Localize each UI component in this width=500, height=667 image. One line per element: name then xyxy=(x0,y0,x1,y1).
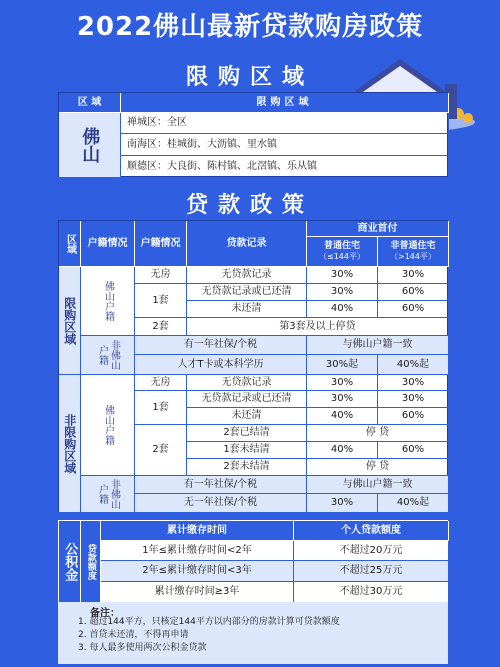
merged-value: 与佛山户籍一致 xyxy=(307,476,449,494)
ordinary-value: 30% xyxy=(307,284,378,301)
provident-fund-table xyxy=(58,520,448,602)
time-row: 1年≤累计缴存时间<2年 xyxy=(101,541,294,561)
nonordinary-value: 60% xyxy=(378,301,449,318)
zone-restricted: 限购区域 xyxy=(59,267,81,375)
note-item: 1. 超过144平方，只核定144平方以内部分的房款计算可贷款额度 xyxy=(78,617,340,627)
nonordinary-value: 30% xyxy=(378,267,449,284)
fund-sublabel: 贷款额度 xyxy=(81,521,101,603)
merged-value: 与佛山户籍一致 xyxy=(307,336,449,355)
header-houses: 户籍情况 xyxy=(135,221,187,267)
header-nonordinary-sub: （>144平） xyxy=(390,252,436,262)
ordinary-value: 40% xyxy=(307,442,378,459)
houses-none: 无房 xyxy=(135,267,187,284)
time-row: 累计缴存时间≥3年 xyxy=(101,582,294,603)
nonordinary-value: 30% xyxy=(378,391,449,408)
loan-record: 2套已结清 xyxy=(187,425,307,442)
city-name: 佛山 xyxy=(59,113,121,178)
loan-record: 未还清 xyxy=(187,408,307,425)
header-amount: 个人贷款额度 xyxy=(294,521,449,541)
nonordinary-value: 40%起 xyxy=(378,355,449,375)
notes-list xyxy=(78,616,438,655)
merged-value: 停 贷 xyxy=(307,459,449,476)
notes-title: 备注： xyxy=(90,608,120,619)
nonordinary-value: 30% xyxy=(378,375,449,391)
loan-record: 无一年社保/个税 xyxy=(135,494,307,513)
non-foshan-household: 非佛山户籍 xyxy=(81,336,135,375)
loan-record: 无贷款记录 xyxy=(187,267,307,284)
nonordinary-value: 40%起 xyxy=(378,494,449,513)
header-time: 累计缴存时间 xyxy=(101,521,294,541)
non-foshan-household: 非佛山户籍 xyxy=(81,476,135,513)
area-row: 禅城区：全区 xyxy=(121,113,449,134)
header-area: 区域 xyxy=(59,221,81,267)
header-commercial: 商业首付 xyxy=(307,221,449,237)
note-item: 3. 每人最多使用两次公积金贷款 xyxy=(78,643,207,653)
loan-record: 无贷款记录或已还清 xyxy=(187,391,307,408)
header-ordinary-label: 普通住宅 xyxy=(323,241,360,252)
foshan-household: 佛山户籍 xyxy=(81,375,135,476)
ordinary-value: 30% xyxy=(307,267,378,284)
loan-record: 有一年社保/个税 xyxy=(135,476,307,494)
header-area: 区 域 xyxy=(59,93,121,113)
ordinary-value: 40% xyxy=(307,408,378,425)
header-nonordinary-label: 非普通住宅 xyxy=(390,241,436,252)
amount-row: 不超过25万元 xyxy=(294,561,449,582)
section-title-purchase-area: 限购区域 xyxy=(185,65,314,90)
section-title-loan-policy: 贷款政策 xyxy=(185,193,314,218)
ordinary-value: 30%起 xyxy=(307,355,378,375)
nonordinary-value: 60% xyxy=(378,442,449,459)
loan-record: 有一年社保/个税 xyxy=(135,336,307,355)
header-ordinary xyxy=(307,237,378,267)
area-row: 顺德区：大良街、陈村镇、北滘镇、乐从镇 xyxy=(121,156,449,178)
loan-record: 第3套及以上停贷 xyxy=(187,318,449,336)
amount-row: 不超过20万元 xyxy=(294,541,449,561)
ordinary-value: 40% xyxy=(307,301,378,318)
foshan-household: 佛山户籍 xyxy=(81,267,135,336)
header-scope: 限购区域 xyxy=(121,93,449,113)
loan-record: 无贷款记录 xyxy=(187,375,307,391)
header-record: 贷款记录 xyxy=(187,221,307,267)
ordinary-value: 30% xyxy=(307,391,378,408)
header-ordinary-sub: （≤144平） xyxy=(319,252,365,262)
amount-row: 不超过30万元 xyxy=(294,582,449,603)
note-item: 2. 首贷未还清，不得再申请 xyxy=(78,630,189,640)
area-row: 南海区：桂城街、大沥镇、里水镇 xyxy=(121,134,449,156)
loan-record: 2套未结清 xyxy=(187,459,307,476)
ordinary-value: 30% xyxy=(307,494,378,513)
nonordinary-value: 60% xyxy=(378,284,449,301)
merged-value: 停 贷 xyxy=(307,425,449,442)
houses-two: 2套 xyxy=(135,425,187,476)
ordinary-value: 30% xyxy=(307,375,378,391)
loan-record: 人才T卡或本科学历 xyxy=(135,355,307,375)
time-row: 2年≤累计缴存时间<3年 xyxy=(101,561,294,582)
fund-label: 公积金 xyxy=(59,521,81,603)
purchase-area-table xyxy=(58,92,448,177)
nonordinary-value: 60% xyxy=(378,408,449,425)
zone-unrestricted: 非限购区域 xyxy=(59,375,81,513)
houses-one: 1套 xyxy=(135,284,187,318)
loan-record: 无贷款记录或已还清 xyxy=(187,284,307,301)
header-household: 户籍情况 xyxy=(81,221,135,267)
loan-record: 1套未结清 xyxy=(187,442,307,459)
houses-one: 1套 xyxy=(135,391,187,425)
loan-policy-table xyxy=(58,220,448,512)
header-nonordinary xyxy=(378,237,449,267)
loan-record: 未还清 xyxy=(187,301,307,318)
page-title: 2022佛山最新贷款购房政策 xyxy=(76,12,424,42)
houses-two: 2套 xyxy=(135,318,187,336)
houses-none: 无房 xyxy=(135,375,187,391)
